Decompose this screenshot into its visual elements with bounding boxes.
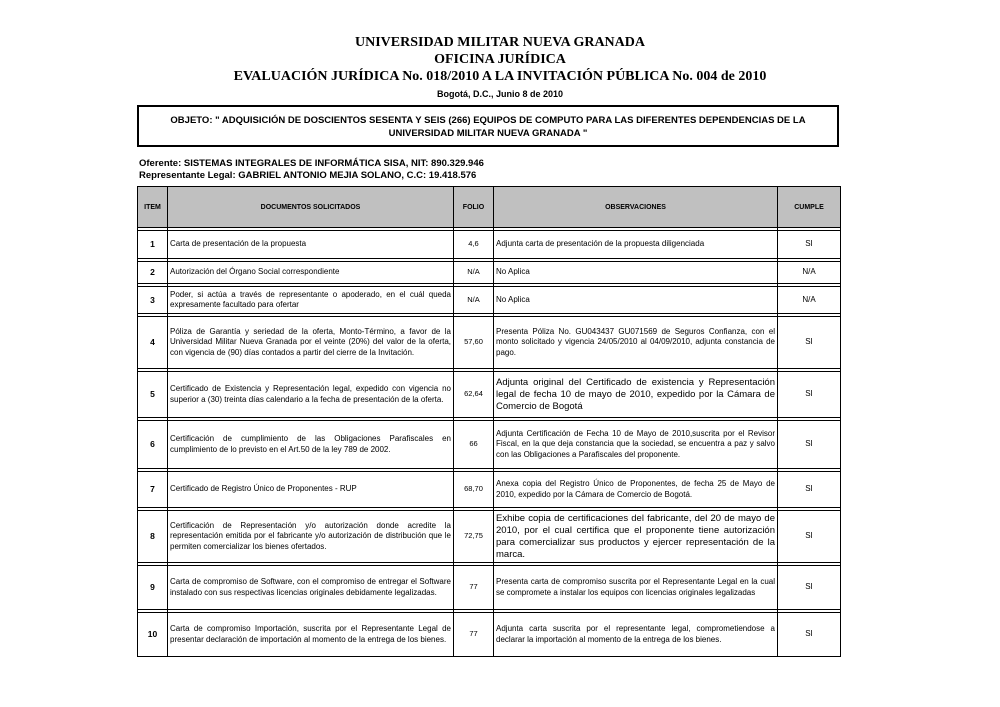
- observation-cell: Adjunta carta suscrita por el representante legal, comprometiendose a declarar la importación al momento de la entrega de los bienes.: [494, 613, 778, 657]
- observation-cell: Adjunta original del Certificado de existencia y Representación legal de fecha 10 de mayo de 2010, expedido por la Cámara de Comercio de Bogotá: [494, 372, 778, 418]
- cumple-cell: SI: [778, 511, 841, 563]
- document-header: [0, 34, 1000, 85]
- oferente-line: Oferente: SISTEMAS INTEGRALES DE INFORMÁTICA SISA, NIT: 890.329.946: [139, 158, 484, 169]
- header-observaciones: OBSERVACIONES: [494, 187, 778, 228]
- item-number: 7: [138, 472, 168, 508]
- oferente-block: [139, 158, 484, 182]
- observation-cell: Presenta Póliza No. GU043437 GU071569 de Seguros Confianza, con el monto solicitado y vigencia 24/05/2010 al 04/09/2010, adjunta constancia de pago.: [494, 317, 778, 369]
- document-cell: Certificado de Registro Único de Proponentes - RUP: [168, 472, 454, 508]
- item-number: 8: [138, 511, 168, 563]
- folio-cell: 77: [454, 566, 494, 610]
- header-cumple: CUMPLE: [778, 187, 841, 228]
- document-cell: Póliza de Garantía y seriedad de la oferta, Monto-Término, a favor de la Universidad Militar Nueva Granada por el veinte (20%) del valor de la oferta, con vigencia de (90) días contados a partir del cierre de la Invitación.: [168, 317, 454, 369]
- cumple-cell: N/A: [778, 262, 841, 284]
- document-date: Bogotá, D.C., Junio 8 de 2010: [436, 89, 564, 99]
- table-row: [138, 421, 841, 469]
- table-header-row: [138, 187, 841, 228]
- office-title: OFICINA JURÍDICA: [434, 52, 566, 67]
- cumple-cell: SI: [778, 472, 841, 508]
- observation-cell: No Aplica: [494, 262, 778, 284]
- table-row: [138, 372, 841, 418]
- table-row: [138, 472, 841, 508]
- observation-cell: No Aplica: [494, 287, 778, 314]
- folio-cell: 68,70: [454, 472, 494, 508]
- cumple-cell: SI: [778, 372, 841, 418]
- folio-cell: 77: [454, 613, 494, 657]
- document-cell: Autorización del Órgano Social correspondiente: [168, 262, 454, 284]
- item-number: 9: [138, 566, 168, 610]
- table-row: [138, 287, 841, 314]
- observation-cell: Adjunta carta de presentación de la propuesta diligenciada: [494, 231, 778, 259]
- document-cell: Certificado de Existencia y Representación legal, expedido con vigencia no superior a (30) treinta días calendario a la fecha de presentación de la oferta.: [168, 372, 454, 418]
- institution-title: UNIVERSIDAD MILITAR NUEVA GRANADA: [354, 35, 645, 50]
- header-documentos: DOCUMENTOS SOLICITADOS: [168, 187, 454, 228]
- item-number: 6: [138, 421, 168, 469]
- item-number: 1: [138, 231, 168, 259]
- item-number: 10: [138, 613, 168, 657]
- item-number: 3: [138, 287, 168, 314]
- observation-cell: Adjunta Certificación de Fecha 10 de Mayo de 2010,suscrita por el Revisor Fiscal, en la que deja constancia que la sociedad, se encuentra a paz y salvo con las Obligaciones a Parafiscales del proponente.: [494, 421, 778, 469]
- representante-line: Representante Legal: GABRIEL ANTONIO MEJIA SOLANO, C.C: 19.418.576: [139, 170, 477, 181]
- observation-cell: Anexa copia del Registro Único de Proponentes, de fecha 25 de Mayo de 2010, expedido por la Cámara de Comercio de Bogotá.: [494, 472, 778, 508]
- document-cell: Carta de compromiso de Software, con el compromiso de entregar el Software instalado con sus respectivas licencias originales debidamente legalizadas.: [168, 566, 454, 610]
- document-cell: Carta de presentación de la propuesta: [168, 231, 454, 259]
- cumple-cell: SI: [778, 421, 841, 469]
- evaluation-title: EVALUACIÓN JURÍDICA No. 018/2010 A LA INVITACIÓN PÚBLICA No. 004 de 2010: [233, 69, 767, 84]
- cumple-cell: N/A: [778, 287, 841, 314]
- document-cell: Poder, si actúa a través de representante o apoderado, en el cuál queda expresamente facultado para ofertar: [168, 287, 454, 314]
- observation-cell: Exhibe copia de certificaciones del fabricante, del 20 de mayo de 2010, por el cual certifica que el proponente tiene autorización para comercializar sus productos y ejercer representación de la marca.: [494, 511, 778, 563]
- table-row: [138, 231, 841, 259]
- header-folio: FOLIO: [454, 187, 494, 228]
- folio-cell: 62,64: [454, 372, 494, 418]
- table-row: [138, 566, 841, 610]
- table-row: [138, 511, 841, 563]
- document-cell: Carta de compromiso Importación, suscrita por el Representante Legal de presentar declaración de importación al momento de la entrega de los bienes.: [168, 613, 454, 657]
- item-number: 5: [138, 372, 168, 418]
- folio-cell: N/A: [454, 262, 494, 284]
- folio-cell: 66: [454, 421, 494, 469]
- table-row: [138, 262, 841, 284]
- table-row: [138, 317, 841, 369]
- cumple-cell: SI: [778, 317, 841, 369]
- item-number: 2: [138, 262, 168, 284]
- cumple-cell: SI: [778, 613, 841, 657]
- folio-cell: 57,60: [454, 317, 494, 369]
- cumple-cell: SI: [778, 566, 841, 610]
- header-item: ITEM: [138, 187, 168, 228]
- folio-cell: N/A: [454, 287, 494, 314]
- item-number: 4: [138, 317, 168, 369]
- evaluation-table: [137, 186, 841, 657]
- table-row: [138, 613, 841, 657]
- document-cell: Certificación de cumplimiento de las Obligaciones Parafiscales en cumplimiento de lo previsto en el Art.50 de la ley 789 de 2002.: [168, 421, 454, 469]
- folio-cell: 72,75: [454, 511, 494, 563]
- cumple-cell: SI: [778, 231, 841, 259]
- document-cell: Certificación de Representación y/o autorización donde acredite la representación emitida por el fabricante y/o autorización de distribución que le permiten comercializar los bienes ofertados.: [168, 511, 454, 563]
- objeto-box: OBJETO: " ADQUISICIÓN DE DOSCIENTOS SESENTA Y SEIS (266) EQUIPOS DE COMPUTO PARA LAS DIFERENTES DEPENDENCIAS DE LA UNIVERSIDAD MILITAR NUEVA GRANADA ": [137, 105, 839, 147]
- observation-cell: Presenta carta de compromiso suscrita por el Representante Legal en la cual se compromete a instalar los equipos con licencias originales legalizadas: [494, 566, 778, 610]
- folio-cell: 4,6: [454, 231, 494, 259]
